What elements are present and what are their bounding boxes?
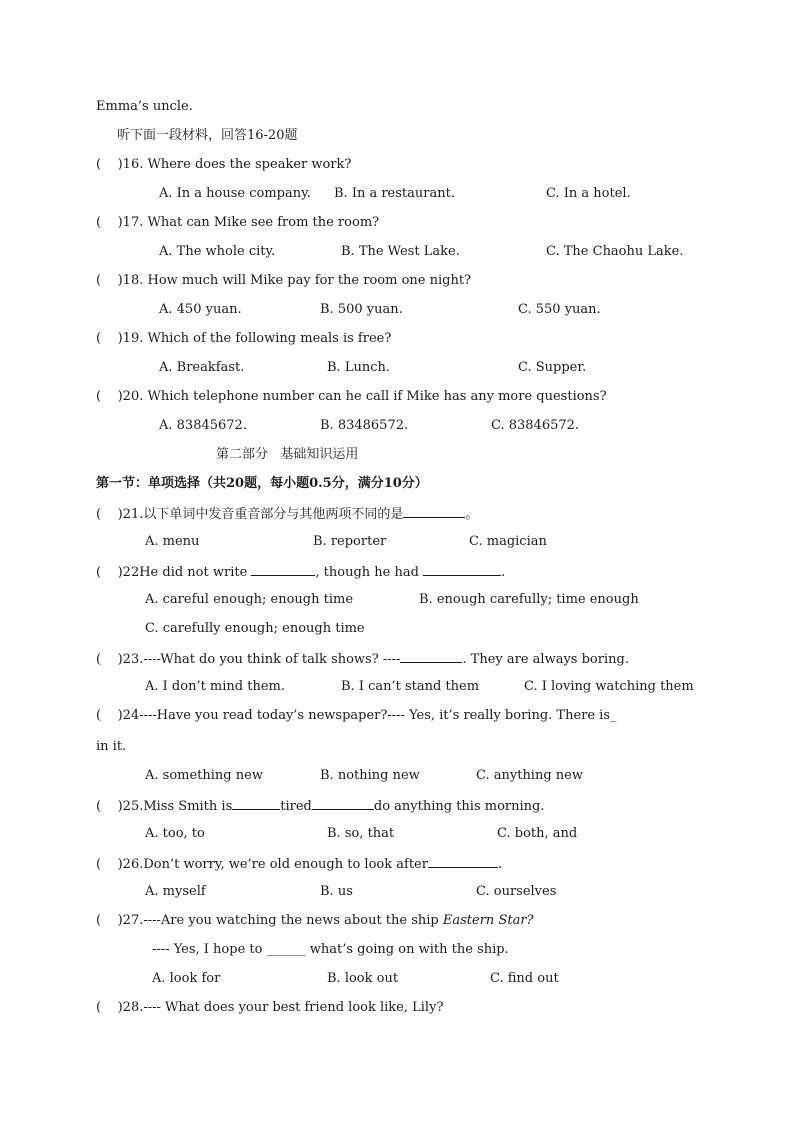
q22-blank-1 [251, 563, 315, 576]
q18-option-b: B. 500 yuan. [320, 302, 403, 317]
q25-option-a: A. too, to [145, 826, 205, 841]
q24-option-b: B. nothing new [320, 768, 420, 783]
q26-part2: . [497, 857, 503, 872]
q26-blank [428, 855, 498, 868]
question-27 [96, 913, 534, 929]
q17-option-a: A. The whole city. [159, 244, 276, 259]
q22-part3: . [501, 565, 506, 580]
q23-option-b: B. I can’t stand them [341, 679, 480, 694]
q20-option-c: C. 83846572. [491, 418, 580, 433]
q25-part2: tired [280, 799, 312, 814]
q16-option-c: C. In a hotel. [546, 186, 631, 201]
q25-blank-1 [232, 797, 280, 810]
q23-part2: . They are always boring. [462, 652, 629, 667]
q23-option-a: A. I don’t mind them. [145, 679, 285, 694]
q16-option-a: A. In a house company. [159, 186, 311, 201]
question-21 [96, 505, 478, 523]
part-2-title: 第二部分 基础知识运用 [216, 447, 359, 462]
q21-stem: ( )21.以下单词中发音重音部分与其他两项不同的是 [96, 507, 404, 522]
question-24: ( )24----Have you read today’s newspaper?---- Yes, it’s really boring. There is_ [96, 708, 617, 723]
q17-option-c: C. The Chaohu Lake. [546, 244, 684, 259]
q25-part1: ( )25.Miss Smith is [96, 799, 233, 814]
q19-option-a: A. Breakfast. [159, 360, 245, 375]
question-28: ( )28.---- What does your best friend look like, Lily? [96, 1000, 444, 1015]
q22-part1: ( )22He did not write [96, 565, 252, 580]
q21-option-b: B. reporter [313, 534, 387, 549]
q21-option-a: A. menu [145, 534, 200, 549]
q27-option-a: A. look for [152, 971, 221, 986]
q22-option-b: B. enough carefully; time enough [419, 592, 639, 607]
q23-part1: ( )23.----What do you think of talk shows? ---- [96, 652, 401, 667]
q18-option-c: C. 550 yuan. [518, 302, 601, 317]
q23-blank [400, 650, 462, 663]
intro-line: Emma’s uncle. [96, 99, 193, 114]
question-27-reply: ---- Yes, I hope to ______ what’s going on with the ship. [152, 942, 509, 957]
question-20: ( )20. Which telephone number can he call if Mike has any more questions? [96, 389, 607, 404]
q16-option-b: B. In a restaurant. [334, 186, 455, 201]
section-1-title: 第一节：单项选择（共20题，每小题0.5分，满分10分） [96, 476, 428, 491]
q23-option-c: C. I loving watching them [524, 679, 694, 694]
q27-part1: ( )27.----Are you watching the news about the ship [96, 913, 443, 928]
q26-part1: ( )26.Don’t worry, we’re old enough to look after [96, 857, 428, 872]
question-16: ( )16. Where does the speaker work? [96, 157, 352, 172]
q27-ship-name: Eastern Star? [442, 913, 534, 928]
q26-option-b: B. us [320, 884, 353, 899]
question-23 [96, 650, 629, 668]
question-25 [96, 797, 545, 815]
q27-option-c: C. find out [490, 971, 559, 986]
listening-header: 听下面一段材料，回答16-20题 [117, 128, 298, 143]
question-22 [96, 563, 505, 581]
q18-option-a: A. 450 yuan. [159, 302, 242, 317]
q22-option-a: A. careful enough; enough time [145, 592, 354, 607]
question-19: ( )19. Which of the following meals is free? [96, 331, 392, 346]
question-18: ( )18. How much will Mike pay for the room one night? [96, 273, 472, 288]
q22-blank-2 [423, 563, 501, 576]
q21-option-c: C. magician [469, 534, 547, 549]
question-17: ( )17. What can Mike see from the room? [96, 215, 380, 230]
q25-option-c: C. both, and [497, 826, 578, 841]
q19-option-b: B. Lunch. [327, 360, 390, 375]
q17-option-b: B. The West Lake. [341, 244, 460, 259]
q27-option-b: B. look out [327, 971, 399, 986]
q26-option-c: C. ourselves [476, 884, 557, 899]
q25-option-b: B. so, that [327, 826, 395, 841]
question-26 [96, 855, 502, 873]
q22-part2: , though he had [315, 565, 424, 580]
q24-option-a: A. something new [145, 768, 263, 783]
q25-part3: do anything this morning. [373, 799, 545, 814]
q21-end: 。 [465, 507, 479, 522]
q19-option-c: C. Supper. [518, 360, 587, 375]
q20-option-b: B. 83486572. [320, 418, 409, 433]
question-24-continued: in it. [96, 739, 127, 754]
q21-blank [403, 505, 465, 518]
q20-option-a: A. 83845672. [159, 418, 247, 433]
q24-option-c: C. anything new [476, 768, 583, 783]
q25-blank-2 [312, 797, 374, 810]
q26-option-a: A. myself [145, 884, 206, 899]
q22-option-c: C. carefully enough; enough time [145, 621, 365, 636]
